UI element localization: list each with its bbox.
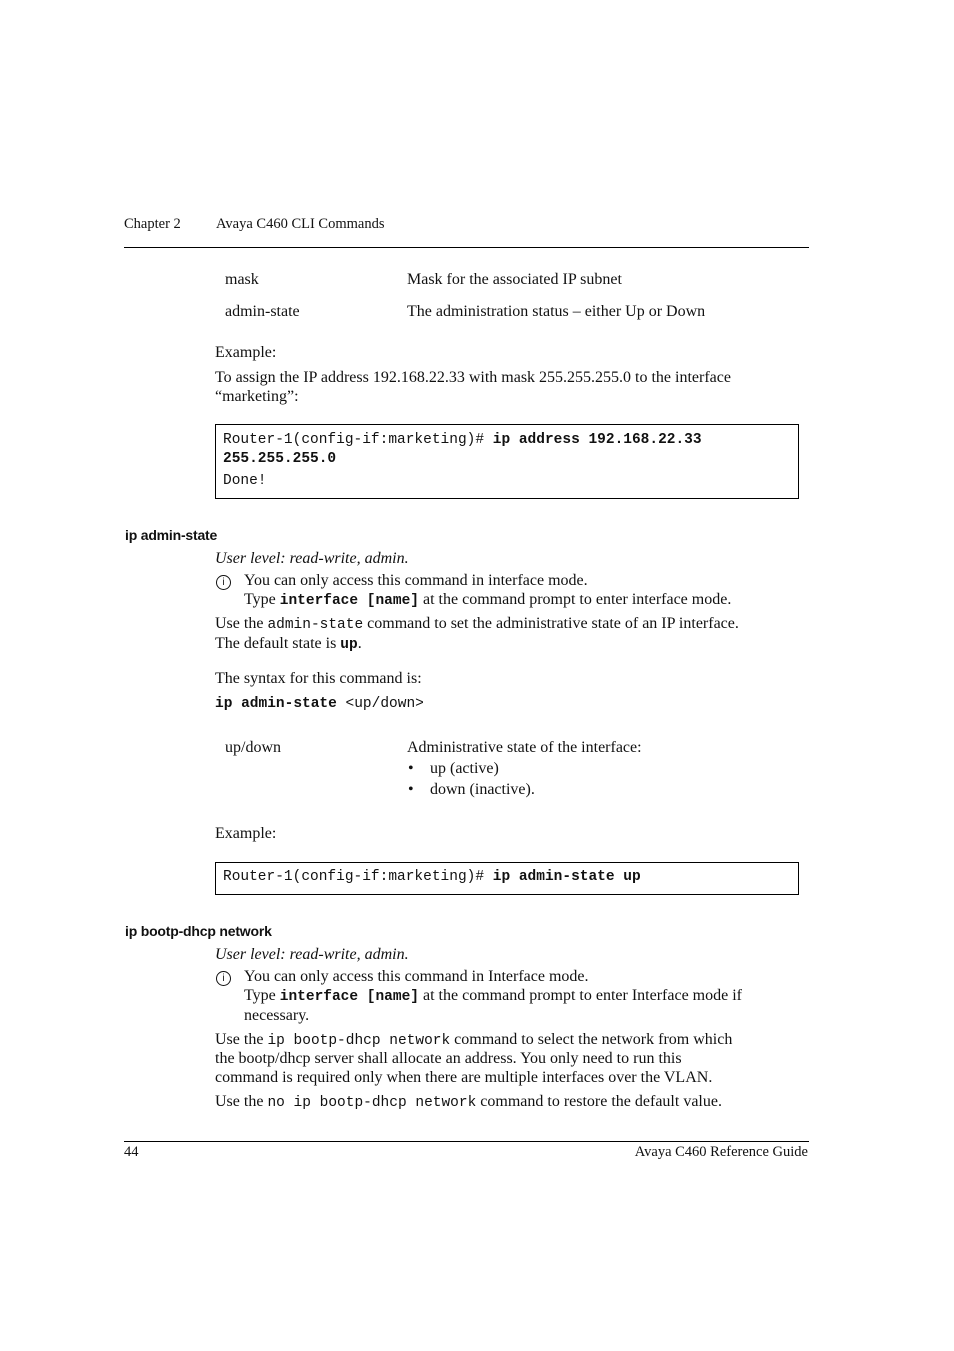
syntax-command: ip admin-state	[215, 696, 337, 712]
example-text-line2: “marketing”:	[215, 388, 299, 405]
code-result: Done!	[223, 473, 267, 489]
list-item: up (active)	[430, 760, 499, 777]
footer-rule	[124, 1141, 809, 1142]
code-command: ip address 192.168.22.33	[492, 432, 702, 448]
code-line	[223, 869, 641, 885]
user-level: User level: read-write, admin.	[215, 946, 409, 963]
param-desc-admin-state: The administration status – either Up or Down	[407, 303, 706, 320]
chapter-title: Avaya C460 CLI Commands	[216, 216, 385, 232]
syntax-argument: <up/down>	[336, 696, 424, 712]
example-label: Example:	[215, 344, 277, 361]
note-command: interface [name]	[279, 989, 419, 1005]
inline-command: admin-state	[267, 617, 364, 633]
code-prompt: Router-1(config-if:marketing)#	[223, 432, 493, 448]
default-value: up	[340, 637, 358, 653]
note-line2: Type interface [name] at the command prompt to enter Interface mode if	[244, 987, 742, 1005]
bullet-dot: •	[408, 781, 414, 798]
no-line: Use the no ip bootp-dhcp network command to restore the default value.	[215, 1093, 722, 1111]
note-line1: You can only access this command in Interface mode.	[244, 968, 589, 985]
section-heading-bootp: ip bootp-dhcp network	[125, 923, 272, 939]
param-name-updown: up/down	[225, 739, 281, 756]
code-line-2: 255.255.255.0	[223, 451, 337, 467]
header-rule	[124, 247, 809, 248]
code-command: ip admin-state up	[492, 869, 641, 885]
param-desc-mask: Mask for the associated IP subnet	[407, 271, 622, 288]
code-prompt: Router-1(config-if:marketing)#	[223, 869, 493, 885]
info-icon: i	[216, 971, 231, 986]
syntax-line	[215, 696, 424, 712]
example-label: Example:	[215, 825, 277, 842]
inline-command: no ip bootp-dhcp network	[267, 1095, 477, 1111]
syntax-intro: The syntax for this command is:	[215, 670, 422, 687]
footer-title: Avaya C460 Reference Guide	[634, 1144, 808, 1160]
use-line1: Use the ip bootp-dhcp network command to select the network from which	[215, 1031, 733, 1049]
note-line2: Type interface [name] at the command prompt to enter interface mode.	[244, 591, 732, 609]
bullet-dot: •	[408, 760, 414, 777]
code-line-1	[223, 432, 702, 448]
example-text-line1: To assign the IP address 192.168.22.33 with mask 255.255.255.0 to the interface	[215, 369, 731, 386]
default-line: The default state is up.	[215, 635, 362, 653]
use-line: Use the admin-state command to set the administrative state of an IP interface.	[215, 615, 739, 633]
param-name-admin-state: admin-state	[225, 303, 300, 320]
list-item: down (inactive).	[430, 781, 535, 798]
use-line3: command is required only when there are multiple interfaces over the VLAN.	[215, 1069, 713, 1086]
info-icon: i	[216, 575, 231, 590]
inline-command: ip bootp-dhcp network	[267, 1033, 451, 1049]
param-name-mask: mask	[225, 271, 259, 288]
param-desc-updown: Administrative state of the interface:	[407, 739, 642, 756]
chapter-label: Chapter 2	[124, 216, 181, 232]
note-command: interface [name]	[279, 593, 419, 609]
note-line3: necessary.	[244, 1007, 310, 1024]
user-level: User level: read-write, admin.	[215, 550, 409, 567]
page-number: 44	[124, 1144, 139, 1160]
use-line2: the bootp/dhcp server shall allocate an address. You only need to run this	[215, 1050, 682, 1067]
note-line1: You can only access this command in interface mode.	[244, 572, 588, 589]
section-heading-admin-state: ip admin-state	[125, 527, 218, 543]
